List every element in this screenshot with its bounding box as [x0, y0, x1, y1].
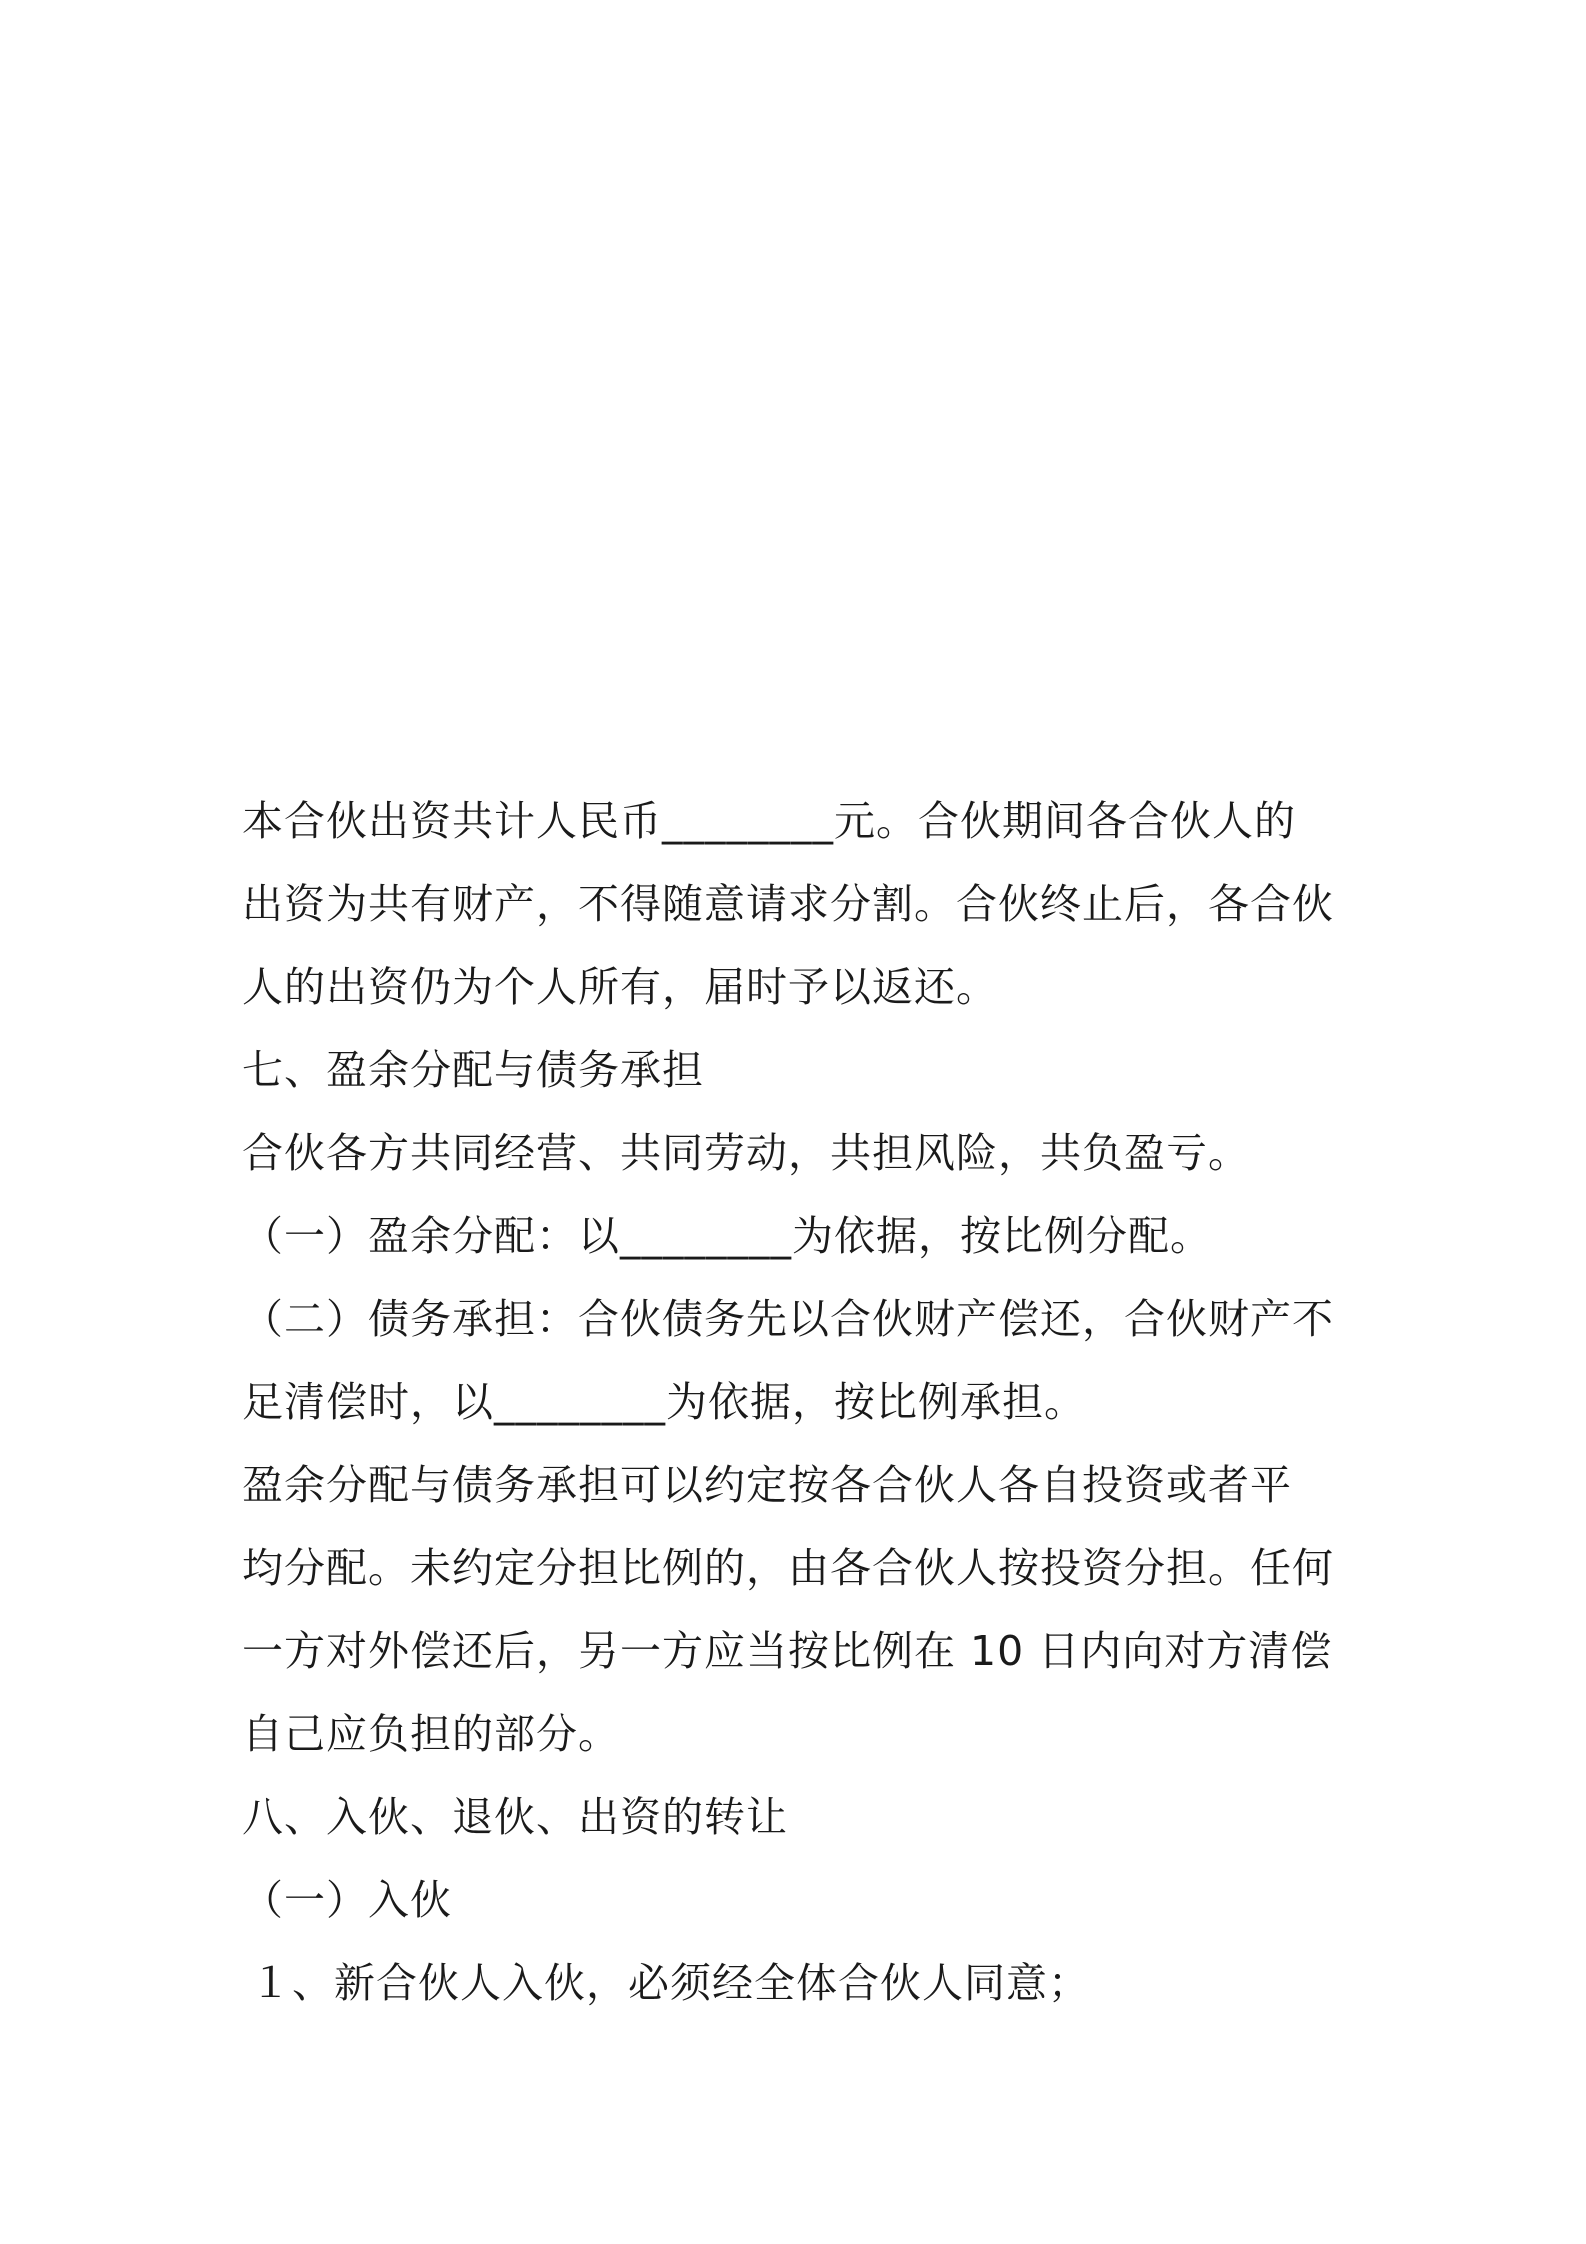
subsection-profit-distribution: （一）盈余分配：以________为依据，按比例分配。 — [242, 1212, 1212, 1260]
body-line-capital-total: 本合伙出资共计人民币________元。合伙期间各合伙人的 — [242, 797, 1296, 845]
body-line-joint-operation: 合伙各方共同经营、共同劳动，共担风险，共负盈亏。 — [242, 1129, 1250, 1177]
body-line-debt-ratio: 足清偿时，以________为依据，按比例承担。 — [242, 1378, 1086, 1426]
body-line-capital-return: 人的出资仍为个人所有，届时予以返还。 — [242, 963, 998, 1011]
section-heading-seven: 七、盈余分配与债务承担 — [242, 1046, 704, 1094]
body-line-agreement-1: 盈余分配与债务承担可以约定按各合伙人各自投资或者平 — [242, 1461, 1292, 1509]
section-heading-eight: 八、入伙、退伙、出资的转让 — [242, 1793, 788, 1841]
body-line-agreement-3: 一方对外偿还后，另一方应当按比例在 10 日内向对方清偿 — [242, 1627, 1333, 1675]
body-line-capital-shared: 出资为共有财产，不得随意请求分割。合伙终止后，各合伙 — [242, 880, 1334, 928]
subsection-debt-bearing: （二）债务承担：合伙债务先以合伙财产偿还，合伙财产不 — [242, 1295, 1334, 1343]
document-body — [242, 780, 1362, 2025]
body-line-agreement-2: 均分配。未约定分担比例的，由各合伙人按投资分担。任何 — [242, 1544, 1334, 1592]
list-item-new-partner: １、新合伙人入伙，必须经全体合伙人同意； — [250, 1959, 1090, 2007]
body-line-agreement-4: 自己应负担的部分。 — [242, 1710, 620, 1758]
subsection-joining: （一）入伙 — [242, 1876, 452, 1924]
